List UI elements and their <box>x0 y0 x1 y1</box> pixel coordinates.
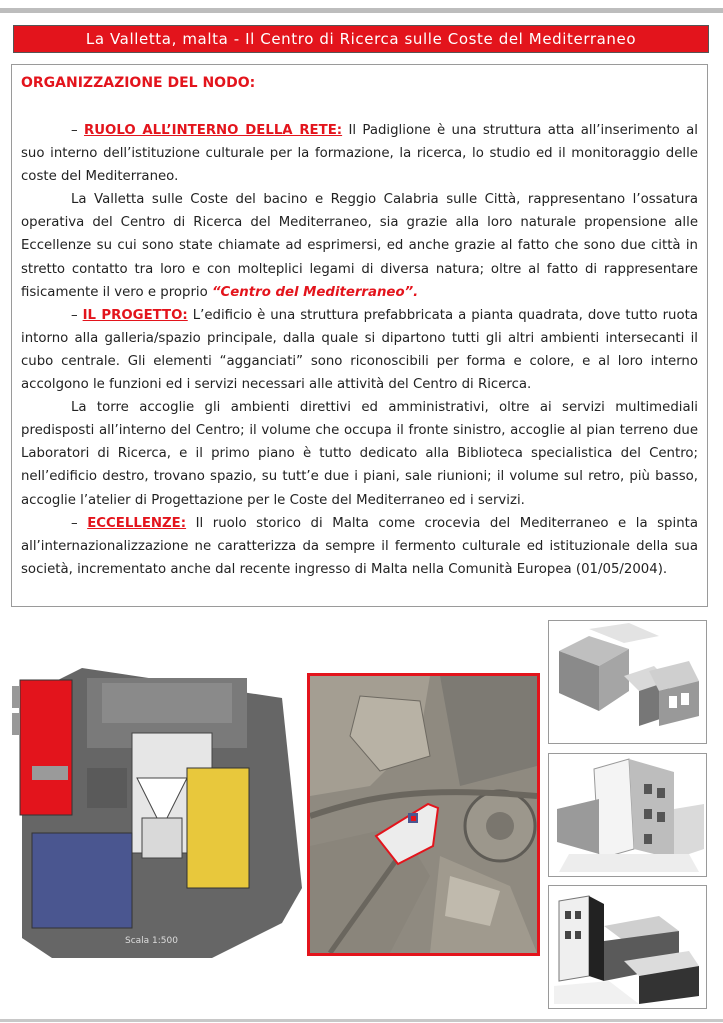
render-window <box>644 809 652 819</box>
render-window <box>575 931 581 939</box>
label-role: RUOLO ALL’INTERNO DELLA RETE: <box>83 123 343 138</box>
plan-blue-block <box>32 833 132 928</box>
bottom-rule <box>0 1019 723 1022</box>
plan-detail <box>32 766 68 780</box>
render-window <box>644 834 652 844</box>
aerial-photo <box>307 673 540 956</box>
render-window <box>575 911 581 919</box>
section-heading: ORGANIZZAZIONE DEL NODO: <box>21 75 256 91</box>
paragraph-project <box>21 304 698 396</box>
dash: – <box>71 307 83 323</box>
render-window <box>644 784 652 794</box>
render-view-2-drawing <box>549 754 706 876</box>
paragraph-role <box>21 119 698 188</box>
paragraph-project-text: L’edificio è una struttura prefabbricata a pianta quadrata, dove tutto ruota intorno alla galleria/spazio principale, dalla quale si dipartono tutti gli altri ambienti intersecanti il cubo centrale. Gli elementi “agganciati” sono riconoscibili per forma e colore, e al loro interno accolgono le funzioni ed i servizi necessari alle attività del Centro di Ricerca. <box>21 307 698 393</box>
render-tower <box>589 896 604 981</box>
floor-plan-image <box>12 658 302 958</box>
render-ground <box>559 854 699 872</box>
render-window <box>657 812 665 822</box>
dash: – <box>71 515 88 531</box>
label-project: IL PROGETTO: <box>82 307 188 323</box>
plan-detail <box>12 686 20 708</box>
page-title-text: La Valletta, malta - Il Centro di Ricerca sulle Coste del Mediterraneo <box>85 30 637 48</box>
render-window <box>565 931 571 939</box>
plan-stair <box>87 768 127 808</box>
render-window <box>669 696 677 708</box>
render-window <box>565 911 571 919</box>
render-view-2 <box>548 753 707 877</box>
plan-red-block <box>20 680 72 815</box>
emphasis-centro: “Centro del Mediterraneo”. <box>211 284 419 300</box>
render-view-3-drawing <box>549 886 706 1008</box>
paragraph-role-text: Il Padiglione è una struttura atta all’inserimento al suo interno dell’istituzione culturale per la formazione, la ricerca, lo studio ed il monitoraggio delle coste del Mediterraneo. <box>21 123 698 185</box>
render-ground <box>554 981 639 1004</box>
aerial-roundabout-center <box>486 812 514 840</box>
plan-hall <box>142 818 182 858</box>
render-window <box>657 788 665 798</box>
text-panel <box>11 64 708 607</box>
plan-detail <box>12 713 20 735</box>
aerial-site-marker <box>411 816 416 821</box>
render-wall <box>557 799 599 854</box>
paragraph-cities <box>21 188 698 303</box>
render-tower <box>594 759 634 859</box>
dash: – <box>71 123 84 138</box>
label-excellence: ECCELLENZE: <box>87 515 187 531</box>
paragraph-excellence <box>21 512 698 581</box>
paragraph-tower <box>21 396 698 511</box>
paragraph-excellence-text: Il ruolo storico di Malta come crocevia del Mediterraneo e la spinta all’internazionalizzazione ne caratterizza da sempre il fermento culturale ed istituzionale della sua società, incrementato anche dal recente ingresso di Malta nella Comunità Europea (01/05/2004). <box>21 515 698 577</box>
plan-scale-label: Scala 1:500 <box>125 936 178 946</box>
aerial-photo-drawing <box>310 676 537 953</box>
render-view-1 <box>548 620 707 744</box>
render-view-3 <box>548 885 707 1009</box>
paragraph-cities-text: La Valletta sulle Coste del bacino e Reggio Calabria sulle Città, rappresentano l’ossatura operativa del Centro di Ricerca del Mediterraneo, sia grazie alla loro naturale propensione alle Eccellenze su cui sono state chiamate ad esprimersi, ed anche grazie al fatto che sono due città in stretto contatto tra loro e con molteplici legami di diversa natura; oltre al fatto di rappresentare fisicamente il vero e proprio <box>21 192 698 300</box>
top-rule <box>0 8 723 13</box>
render-tower <box>559 896 589 981</box>
plan-yellow-block <box>187 768 249 888</box>
paragraph-tower-text: La torre accoglie gli ambienti direttivi ed amministrativi, oltre ai servizi multimediali predisposti all’interno del Centro; il volume che occupa il fronte sinistro, accoglie al pian terreno due Laboratori di Ricerca, e il primo piano è tutto dedicato alla Biblioteca specialistica del Centro; nell’edificio destro, trovano spazio, su tutt’e due i piani, sale riunioni; il volume sul retro, più basso, accoglie l’atelier di Progettazione per le Coste del Mediterraneo ed i servizi. <box>21 400 698 508</box>
render-wall <box>674 804 704 859</box>
plan-roof <box>102 683 232 723</box>
render-window <box>681 693 689 705</box>
body-text <box>21 119 698 581</box>
page-title <box>13 25 709 53</box>
render-view-1-drawing <box>549 621 706 743</box>
